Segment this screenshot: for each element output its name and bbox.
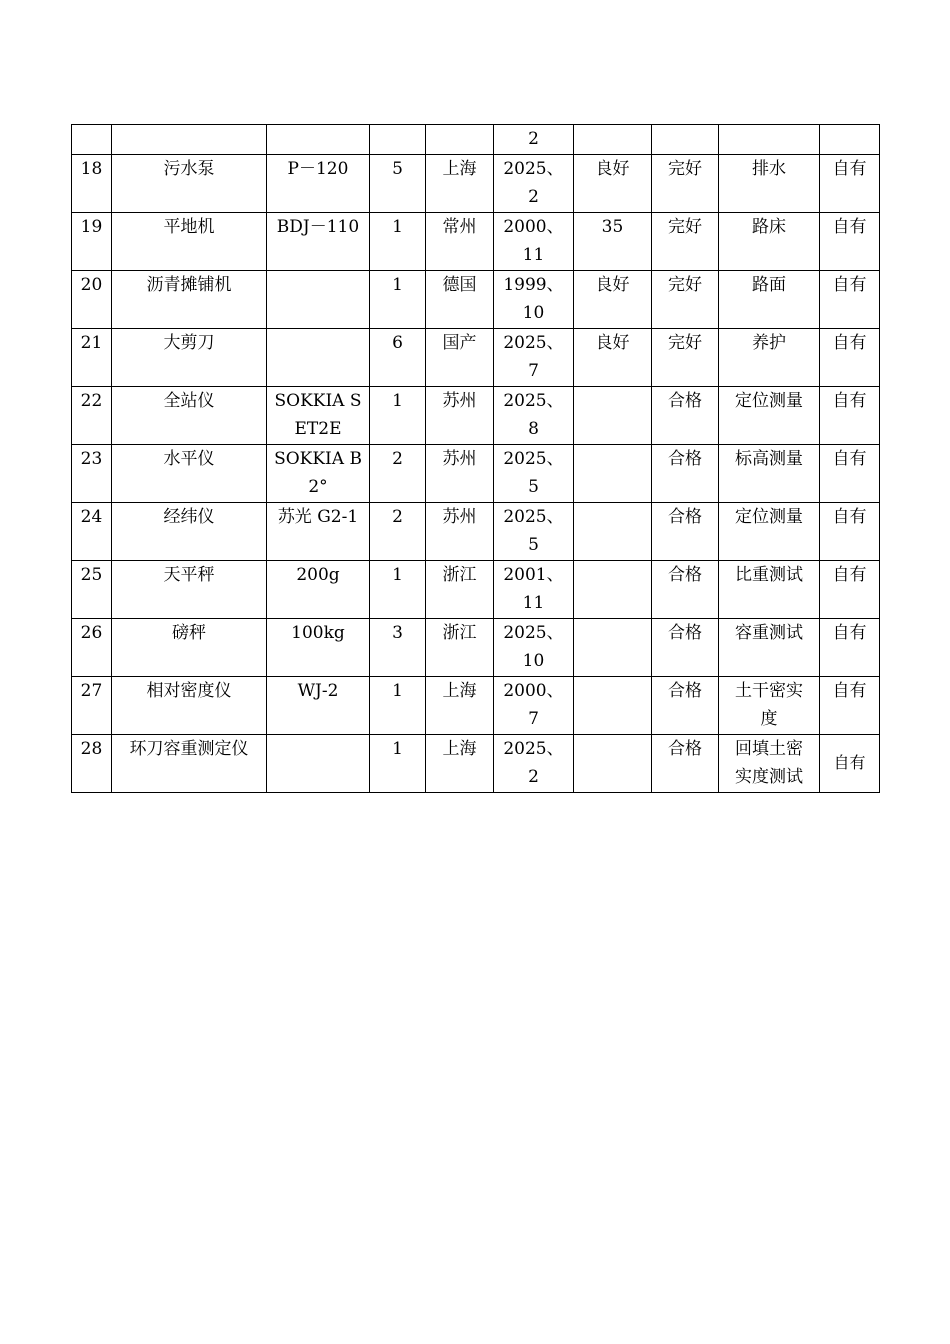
cell-no: 24 — [72, 502, 112, 560]
table-row — [72, 444, 880, 502]
cell-model: WJ-2 — [267, 676, 370, 734]
cell-condition: 合格 — [652, 734, 719, 792]
cell-qty: 1 — [370, 270, 426, 328]
cell-date-line2: 11 — [522, 593, 545, 613]
cell-origin: 上海 — [426, 734, 494, 792]
table-row — [72, 502, 880, 560]
cell-condition: 合格 — [652, 502, 719, 560]
cell-date — [494, 154, 574, 212]
cell-ownership: 自有 — [820, 386, 880, 444]
cell-qty: 1 — [370, 734, 426, 792]
cell-date-line1: 2025、 — [503, 738, 564, 759]
cell-status — [574, 444, 652, 502]
table-row — [72, 676, 880, 734]
cell-use — [719, 212, 820, 270]
table-row — [72, 154, 880, 212]
cell-model: BDJ－110 — [267, 212, 370, 270]
cell-date-line2: 5 — [528, 477, 539, 497]
cell-date — [494, 618, 574, 676]
cell-model: 100kg — [267, 618, 370, 676]
cell-model: 苏光 G2-1 — [267, 502, 370, 560]
equipment-table — [71, 124, 880, 793]
cell-condition: 合格 — [652, 676, 719, 734]
cell-model: 200g — [267, 560, 370, 618]
cell-status — [574, 560, 652, 618]
cell-qty — [370, 125, 426, 155]
cell-use-line1: 路面 — [752, 274, 786, 295]
cell-use-line1: 定位测量 — [735, 390, 803, 411]
cell-origin: 国产 — [426, 328, 494, 386]
cell-condition: 合格 — [652, 386, 719, 444]
cell-ownership: 自有 — [820, 444, 880, 502]
cell-no: 18 — [72, 154, 112, 212]
cell-qty: 2 — [370, 502, 426, 560]
cell-name: 相对密度仪 — [112, 676, 267, 734]
cell-qty: 5 — [370, 154, 426, 212]
cell-use — [719, 328, 820, 386]
cell-origin: 苏州 — [426, 444, 494, 502]
cell-date — [494, 386, 574, 444]
cell-name — [112, 125, 267, 155]
cell-use-line1: 路床 — [752, 216, 786, 237]
cell-use-line1: 回填土密 — [735, 738, 803, 759]
cell-origin: 上海 — [426, 676, 494, 734]
cell-qty: 1 — [370, 386, 426, 444]
cell-condition: 完好 — [652, 154, 719, 212]
cell-use — [719, 270, 820, 328]
table-row — [72, 386, 880, 444]
cell-qty: 2 — [370, 444, 426, 502]
cell-status: 良好 — [574, 270, 652, 328]
cell-origin: 苏州 — [426, 502, 494, 560]
table-row-continuation — [72, 125, 880, 155]
cell-model: SOKKIA SET2E — [267, 386, 370, 444]
cell-ownership: 自有 — [820, 154, 880, 212]
cell-use — [719, 386, 820, 444]
cell-date — [494, 676, 574, 734]
cell-use — [719, 618, 820, 676]
cell-status — [574, 502, 652, 560]
cell-status — [574, 386, 652, 444]
cell-date — [494, 502, 574, 560]
cell-use-line1: 比重测试 — [735, 564, 803, 585]
cell-date — [494, 270, 574, 328]
cell-use-line1: 土干密实 — [735, 680, 803, 701]
cell-date-line2: 7 — [528, 709, 539, 729]
cell-use-line1: 容重测试 — [735, 622, 803, 643]
cell-date-line2: 2 — [528, 187, 539, 207]
cell-model: P－120 — [267, 154, 370, 212]
cell-date-line1: 2025、 — [503, 506, 564, 527]
cell-ownership: 自有 — [820, 676, 880, 734]
cell-name: 水平仪 — [112, 444, 267, 502]
cell-origin: 苏州 — [426, 386, 494, 444]
cell-date — [494, 444, 574, 502]
cell-date: 2 — [494, 125, 574, 155]
cell-date-line1: 1999、 — [503, 274, 564, 295]
cell-name: 全站仪 — [112, 386, 267, 444]
cell-use-line2: 实度测试 — [735, 767, 803, 787]
cell-ownership: 自有 — [820, 502, 880, 560]
cell-use-line1: 排水 — [752, 158, 786, 179]
cell-use — [719, 676, 820, 734]
cell-date-line1: 2000、 — [503, 680, 564, 701]
cell-date — [494, 560, 574, 618]
cell-qty: 1 — [370, 212, 426, 270]
cell-origin: 德国 — [426, 270, 494, 328]
cell-name: 沥青摊铺机 — [112, 270, 267, 328]
cell-qty: 3 — [370, 618, 426, 676]
cell-date-line1: 2000、 — [503, 216, 564, 237]
cell-date — [494, 212, 574, 270]
cell-condition: 完好 — [652, 328, 719, 386]
cell-status — [574, 618, 652, 676]
cell-name: 天平秤 — [112, 560, 267, 618]
cell-status: 良好 — [574, 154, 652, 212]
cell-use — [719, 444, 820, 502]
cell-condition: 完好 — [652, 212, 719, 270]
cell-date-line2: 10 — [522, 303, 545, 323]
cell-origin: 上海 — [426, 154, 494, 212]
table-row — [72, 212, 880, 270]
cell-date-line2: 8 — [528, 419, 539, 439]
cell-model — [267, 734, 370, 792]
cell-ownership: 自有 — [820, 328, 880, 386]
cell-name: 大剪刀 — [112, 328, 267, 386]
cell-date-line1: 2025、 — [503, 448, 564, 469]
cell-date-line2: 7 — [528, 361, 539, 381]
cell-condition: 完好 — [652, 270, 719, 328]
cell-use-line1: 定位测量 — [735, 506, 803, 527]
cell-no: 21 — [72, 328, 112, 386]
cell-status: 良好 — [574, 328, 652, 386]
cell-status — [574, 125, 652, 155]
cell-no: 27 — [72, 676, 112, 734]
cell-date-line1: 2025、 — [503, 390, 564, 411]
cell-qty: 6 — [370, 328, 426, 386]
table-row — [72, 328, 880, 386]
cell-ownership: 自有 — [820, 734, 880, 792]
cell-use — [719, 125, 820, 155]
cell-date — [494, 734, 574, 792]
table-row — [72, 618, 880, 676]
cell-date-line2: 2 — [528, 767, 539, 787]
cell-no: 26 — [72, 618, 112, 676]
cell-model — [267, 270, 370, 328]
cell-use — [719, 502, 820, 560]
table-row — [72, 560, 880, 618]
cell-condition: 合格 — [652, 618, 719, 676]
cell-use-line1: 养护 — [752, 332, 786, 353]
cell-qty: 1 — [370, 676, 426, 734]
cell-origin: 常州 — [426, 212, 494, 270]
table-row — [72, 270, 880, 328]
cell-no: 25 — [72, 560, 112, 618]
cell-name: 磅秤 — [112, 618, 267, 676]
cell-model — [267, 125, 370, 155]
cell-ownership: 自有 — [820, 212, 880, 270]
cell-use — [719, 734, 820, 792]
cell-origin — [426, 125, 494, 155]
cell-no — [72, 125, 112, 155]
cell-date-line2: 11 — [522, 245, 545, 265]
cell-model: SOKKIA B2° — [267, 444, 370, 502]
cell-condition — [652, 125, 719, 155]
cell-no: 19 — [72, 212, 112, 270]
cell-use — [719, 560, 820, 618]
cell-date-line2: 5 — [528, 535, 539, 555]
cell-date-line1: 2025、 — [503, 622, 564, 643]
cell-no: 28 — [72, 734, 112, 792]
equipment-table-body — [72, 125, 880, 793]
cell-condition: 合格 — [652, 444, 719, 502]
cell-name: 平地机 — [112, 212, 267, 270]
cell-status — [574, 734, 652, 792]
cell-use — [719, 154, 820, 212]
cell-no: 20 — [72, 270, 112, 328]
table-row — [72, 734, 880, 792]
cell-name: 经纬仪 — [112, 502, 267, 560]
cell-condition: 合格 — [652, 560, 719, 618]
cell-date-line1: 2025、 — [503, 158, 564, 179]
cell-origin: 浙江 — [426, 618, 494, 676]
cell-qty: 1 — [370, 560, 426, 618]
cell-date-line1: 2001、 — [503, 564, 564, 585]
cell-date — [494, 328, 574, 386]
cell-use-line1: 标高测量 — [735, 448, 803, 469]
cell-date-line1: 2025、 — [503, 332, 564, 353]
cell-status — [574, 676, 652, 734]
cell-ownership: 自有 — [820, 618, 880, 676]
cell-use-line2: 度 — [760, 709, 778, 729]
cell-name: 污水泵 — [112, 154, 267, 212]
cell-model — [267, 328, 370, 386]
cell-status: 35 — [574, 212, 652, 270]
cell-no: 23 — [72, 444, 112, 502]
cell-origin: 浙江 — [426, 560, 494, 618]
cell-date-line2: 10 — [522, 651, 545, 671]
cell-name: 环刀容重测定仪 — [112, 734, 267, 792]
cell-ownership — [820, 125, 880, 155]
cell-no: 22 — [72, 386, 112, 444]
cell-ownership: 自有 — [820, 270, 880, 328]
cell-ownership: 自有 — [820, 560, 880, 618]
